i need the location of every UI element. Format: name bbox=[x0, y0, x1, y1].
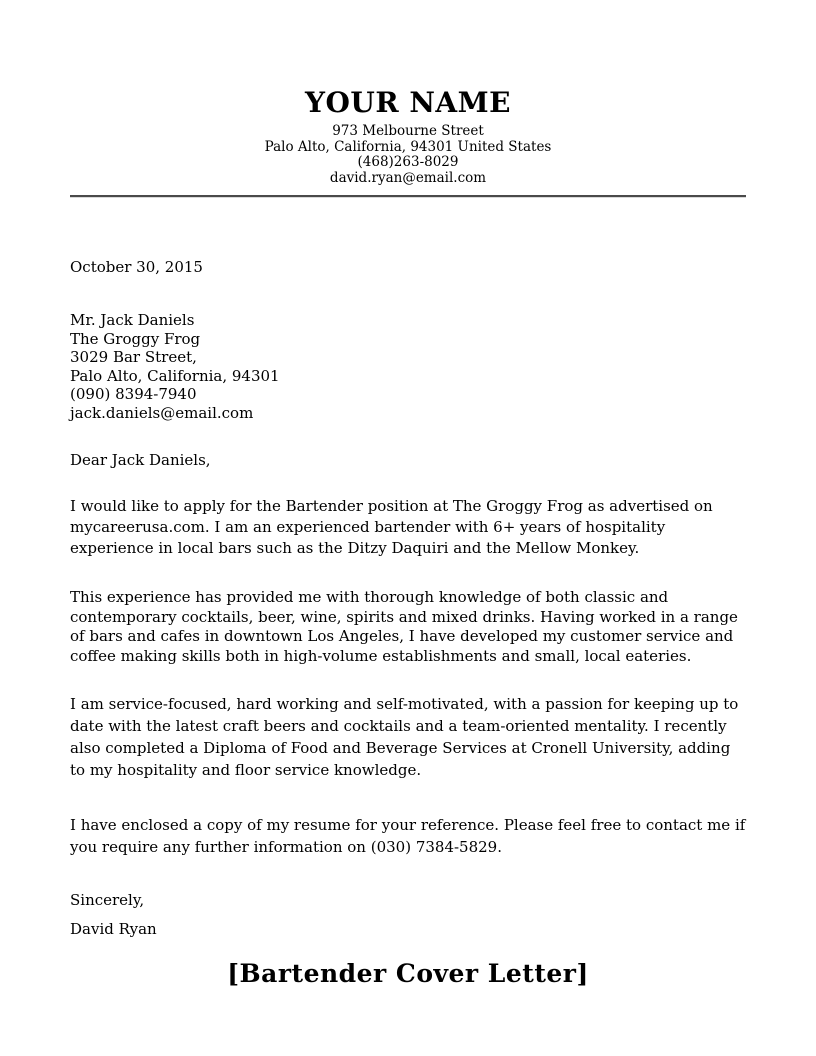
sender-email: david.ryan@email.com bbox=[329, 169, 487, 186]
paragraph-skills: I am service-focused, hard working and self-motivated, with a passion for keeping up to date with the latest craft beers and cocktails and a team-oriented mentality. I recently also completed a Diploma of Food and Beverage Services at Cronell University, adding to my hospitality and floor service knowledge. bbox=[70, 695, 739, 780]
sender-name: YOUR NAME bbox=[305, 86, 511, 119]
paragraph-introduction: I would like to apply for the Bartender position at The Groggy Frog as advertised on mycareerusa.com. I am an experienced bartender with 6+ years of hospitality experience in local bars such as the Ditzy Daquiri and the Mellow Monkey. bbox=[70, 497, 713, 558]
sender-address-city: Palo Alto, California, 94301 United States bbox=[264, 138, 552, 155]
paragraph-experience: This experience has provided me with thorough knowledge of both classic and contemporary cocktails, beer, wine, spirits and mixed drinks. Having worked in a range of bars and cafes in downtown Los Angeles, I have developed my customer service and coffee making skills both in high-volume establishments and small, local eateries. bbox=[70, 588, 738, 665]
recipient-phone: (090) 8394-7940 bbox=[70, 385, 197, 404]
recipient-city: Palo Alto, California, 94301 bbox=[70, 366, 280, 385]
letter-date: October 30, 2015 bbox=[70, 258, 203, 277]
salutation: Dear Jack Daniels, bbox=[70, 451, 211, 470]
document-title: [Bartender Cover Letter] bbox=[227, 959, 589, 989]
valediction: Sincerely, bbox=[70, 891, 145, 910]
signature-name: David Ryan bbox=[70, 920, 157, 939]
paragraph-enclosure: I have enclosed a copy of my resume for your reference. Please feel free to contact me if you require any further information on (030) 7384-5829. bbox=[70, 816, 746, 857]
sender-phone: (468)263-8029 bbox=[357, 154, 459, 171]
recipient-name: Mr. Jack Daniels bbox=[70, 311, 195, 330]
recipient-street: 3029 Bar Street, bbox=[70, 348, 197, 367]
recipient-email: jack.daniels@email.com bbox=[70, 403, 254, 422]
recipient-block bbox=[70, 311, 746, 422]
letterhead-divider bbox=[70, 195, 746, 198]
recipient-company: The Groggy Frog bbox=[70, 329, 201, 348]
letterhead bbox=[70, 88, 746, 198]
sender-address-street: 973 Melbourne Street bbox=[332, 123, 484, 140]
